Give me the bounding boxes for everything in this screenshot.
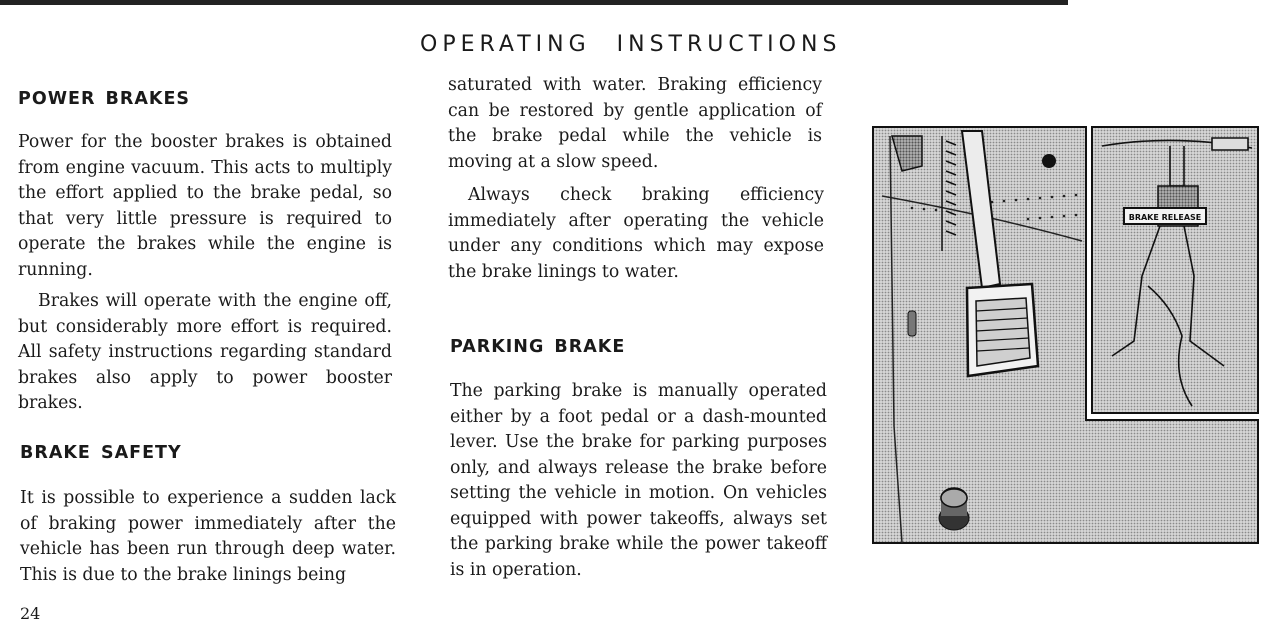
heading-power-brakes: POWER BRAKES [18,89,191,109]
floor-hole [1042,154,1056,168]
heading-parking-brake: PARKING BRAKE [450,337,626,357]
heading-brake-safety: BRAKE SAFETY [20,443,182,463]
brake-pedal-illustration [872,126,1260,544]
power-brakes-paragraph-2: Brakes will operate with the engine off, but considerably more effort is required. All safety instructions regarding standard brakes also apply to power booster brakes. [18,291,392,413]
brake-release-label: BRAKE RELEASE [1128,213,1202,222]
page-header: OPERATING INSTRUCTIONS [420,32,842,57]
parking-brake-paragraph: The parking brake is manually operated either by a foot pedal or a dash-mounted lever. Use the brake for parking purposes only, and always release the brake before setting the vehicle in motion. On vehicles equipped with power takeoffs, always set the parking brake while the power takeoff is in operation. [450,381,827,580]
power-brakes-paragraph-1: Power for the booster brakes is obtained from engine vacuum. This acts to multiply the effort applied to the brake pedal, so that very little pressure is required to operate the brakes while the engine is running. [18,132,392,280]
brake-safety-paragraph-1: It is possible to experience a sudden lack of braking power immediately after the vehicle has been run through deep water. This is due to the brake linings being [20,488,396,585]
page-number: 24 [20,604,41,623]
brake-release-handle [1124,208,1206,224]
brake-safety-paragraph-2: Always check braking efficiency immediately after operating the vehicle under any conditions which may expose the brake linings to water. [448,185,824,282]
top-rule [0,0,1068,5]
floor-knob [939,488,969,530]
brake-safety-paragraph-1-continued: saturated with water. Braking efficiency can be restored by gentle application of the brake pedal while the vehicle is moving at a slow speed. [448,75,822,172]
brake-pedal-pad [967,284,1038,376]
